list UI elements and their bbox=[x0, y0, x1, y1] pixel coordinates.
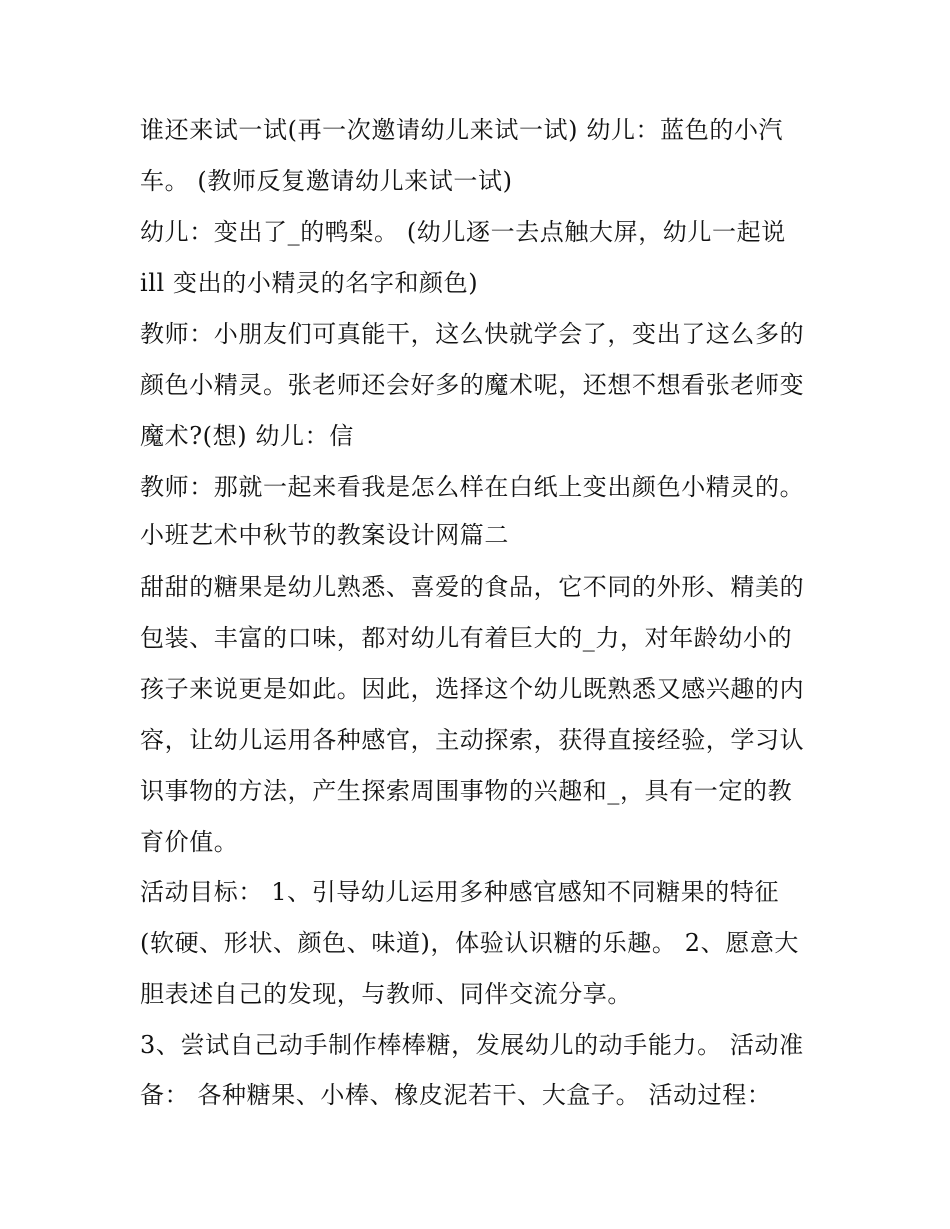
text-line: 幼儿：变出了_的鸭梨。 (幼儿逐一去点触大屏，幼儿一起说 bbox=[140, 218, 786, 246]
text-line: 车。 (教师反复邀请幼儿来试一试) bbox=[140, 167, 513, 195]
text-line: 识事物的方法，产生探索周围事物的兴趣和_，具有一定的教 bbox=[140, 777, 793, 805]
text-line: 容，让幼儿运用各种感官，主动探索，获得直接经验，学习认 bbox=[140, 726, 805, 754]
text-line: 包装、丰富的口味，都对幼儿有着巨大的_力，对年龄幼小的 bbox=[140, 624, 793, 652]
section-heading: 小班艺术中秋节的教案设计网篇二 bbox=[140, 521, 509, 549]
text-line: 胆表述自己的发现，与教师、同伴交流分享。 bbox=[140, 980, 632, 1008]
text-line: (软硬、形状、颜色、味道)，体验认识糖的乐趣。 2、愿意大 bbox=[140, 929, 800, 957]
text-line: 备： 各种糖果、小棒、橡皮泥若干、大盒子。 活动过程： bbox=[140, 1081, 772, 1109]
text-line: 活动目标： 1、引导幼儿运用多种感官感知不同糖果的特征 bbox=[140, 878, 780, 906]
text-line: 育价值。 bbox=[140, 828, 239, 856]
text-line: 3、尝试自己动手制作棒棒糖，发展幼儿的动手能力。 活动准 bbox=[140, 1031, 804, 1059]
text-line: 甜甜的糖果是幼儿熟悉、喜爱的食品，它不同的外形、精美的 bbox=[140, 573, 805, 601]
text-line: ill 变出的小精灵的名字和颜色) bbox=[140, 269, 479, 297]
text-line: 教师：那就一起来看我是怎么样在白纸上变出颜色小精灵的。 bbox=[140, 473, 805, 501]
text-line: 孩子来说更是如此。因此，选择这个幼儿既熟悉又感兴趣的内 bbox=[140, 675, 805, 703]
text-line: 谁还来试一试(再一次邀请幼儿来试一试) 幼儿：蓝色的小汽 bbox=[140, 116, 784, 144]
text-line: 魔术?(想) 幼儿：信 bbox=[140, 422, 354, 450]
text-line: 教师：小朋友们可真能干，这么快就学会了，变出了这么多的 bbox=[140, 320, 805, 348]
text-line: 颜色小精灵。张老师还会好多的魔术呢，还想不想看张老师变 bbox=[140, 371, 805, 399]
